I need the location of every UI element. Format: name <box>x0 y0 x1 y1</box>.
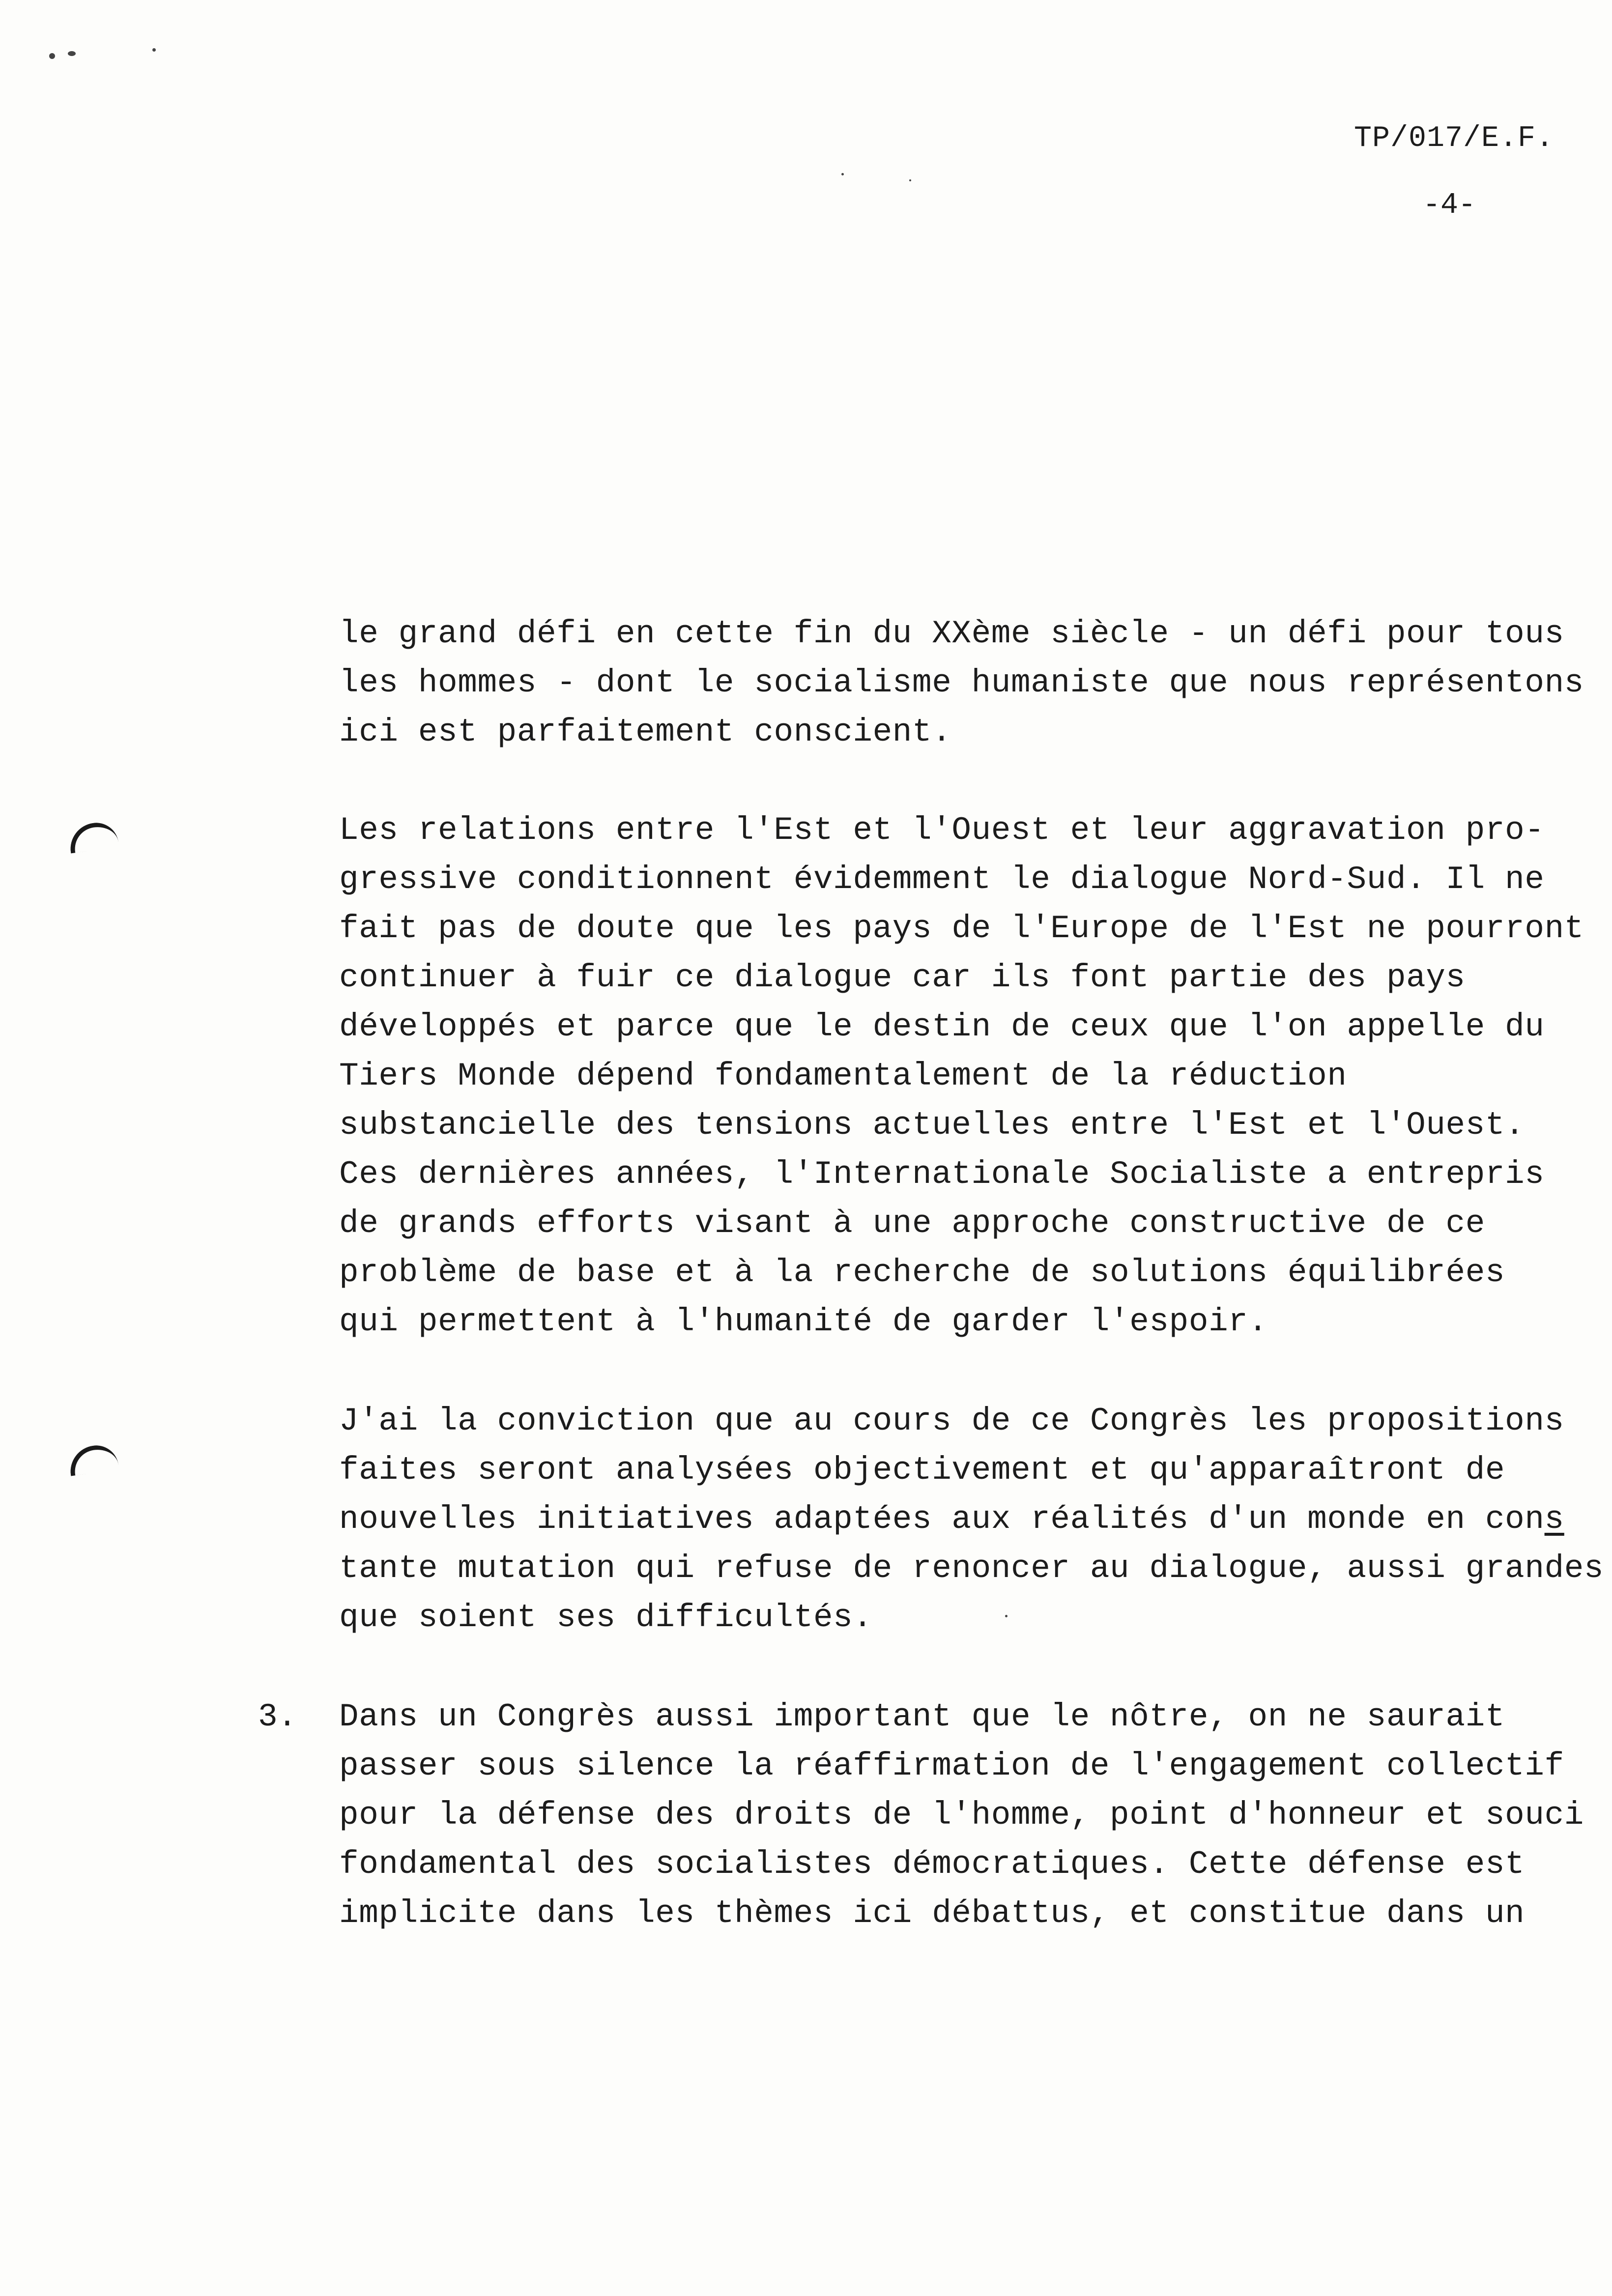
paragraph-2-line: Tiers Monde dépend fondamentalement de la réduction <box>339 1058 1347 1094</box>
paragraph-2-line: qui permettent à l'humanité de garder l'espoir. <box>339 1303 1268 1340</box>
scan-speck <box>68 51 76 56</box>
scan-speck <box>1005 1615 1008 1617</box>
paragraph-2-line: Les relations entre l'Est et l'Ouest et leur aggravation pro- <box>339 812 1545 849</box>
paragraph-2-line: de grands efforts visant à une approche constructive de ce <box>339 1205 1485 1242</box>
paragraph-3-line: J'ai la conviction que au cours de ce Congrès les propositions <box>339 1403 1564 1439</box>
paragraph-2-line: gressive conditionnent évidemment le dialogue Nord-Sud. Il ne <box>339 861 1545 898</box>
scan-speck <box>841 173 844 175</box>
section-number: 3. <box>258 1698 297 1735</box>
binder-mark-upper <box>67 820 119 853</box>
underlined-letter: s <box>1544 1501 1564 1538</box>
paragraph-3-line <box>339 1495 1564 1544</box>
paragraph-1-line: ici est parfaitement conscient. <box>339 714 952 750</box>
paragraph-2-line: continuer à fuir ce dialogue car ils font partie des pays <box>339 959 1466 996</box>
scan-speck <box>152 48 156 52</box>
paragraph-1-line: le grand défi en cette fin du XXème siècle - un défi pour tous <box>339 615 1564 652</box>
document-reference: TP/017/E.F. <box>1354 122 1554 155</box>
paragraph-2-line: substancielle des tensions actuelles entre l'Est et l'Ouest. <box>339 1107 1525 1144</box>
section-3-line: fondamental des socialistes démocratiques. Cette défense est <box>339 1846 1525 1883</box>
paragraph-2-line: développés et parce que le destin de ceux que l'on appelle du <box>339 1008 1545 1045</box>
paragraph-2-line: problème de base et à la recherche de solutions équilibrées <box>339 1254 1505 1291</box>
section-3-line: implicite dans les thèmes ici débattus, et constitue dans un <box>339 1895 1525 1932</box>
page-number: -4- <box>1423 189 1476 222</box>
paragraph-3-line-text: nouvelles initiatives adaptées aux réalités d'un monde en con <box>339 1501 1545 1538</box>
paragraph-2-line: Ces dernières années, l'Internationale Socialiste a entrepris <box>339 1156 1545 1193</box>
scan-speck <box>49 53 55 59</box>
binder-mark-lower <box>67 1442 119 1476</box>
scan-speck <box>909 179 911 181</box>
paragraph-2-line: fait pas de doute que les pays de l'Europe de l'Est ne pourront <box>339 910 1584 947</box>
section-3-line: Dans un Congrès aussi important que le nôtre, on ne saurait <box>339 1698 1505 1735</box>
section-3-line: passer sous silence la réaffirmation de l'engagement collectif <box>339 1748 1564 1784</box>
section-3-line: pour la défense des droits de l'homme, point d'honneur et souci <box>339 1797 1584 1834</box>
paragraph-3-line: faites seront analysées objectivement et qu'apparaîtront de <box>339 1452 1505 1489</box>
paragraph-3-line: que soient ses difficultés. <box>339 1599 873 1636</box>
paragraph-3-line: tante mutation qui refuse de renoncer au dialogue, aussi grandes <box>339 1550 1604 1587</box>
paragraph-1-line: les hommes - dont le socialisme humaniste que nous représentons <box>339 664 1584 701</box>
